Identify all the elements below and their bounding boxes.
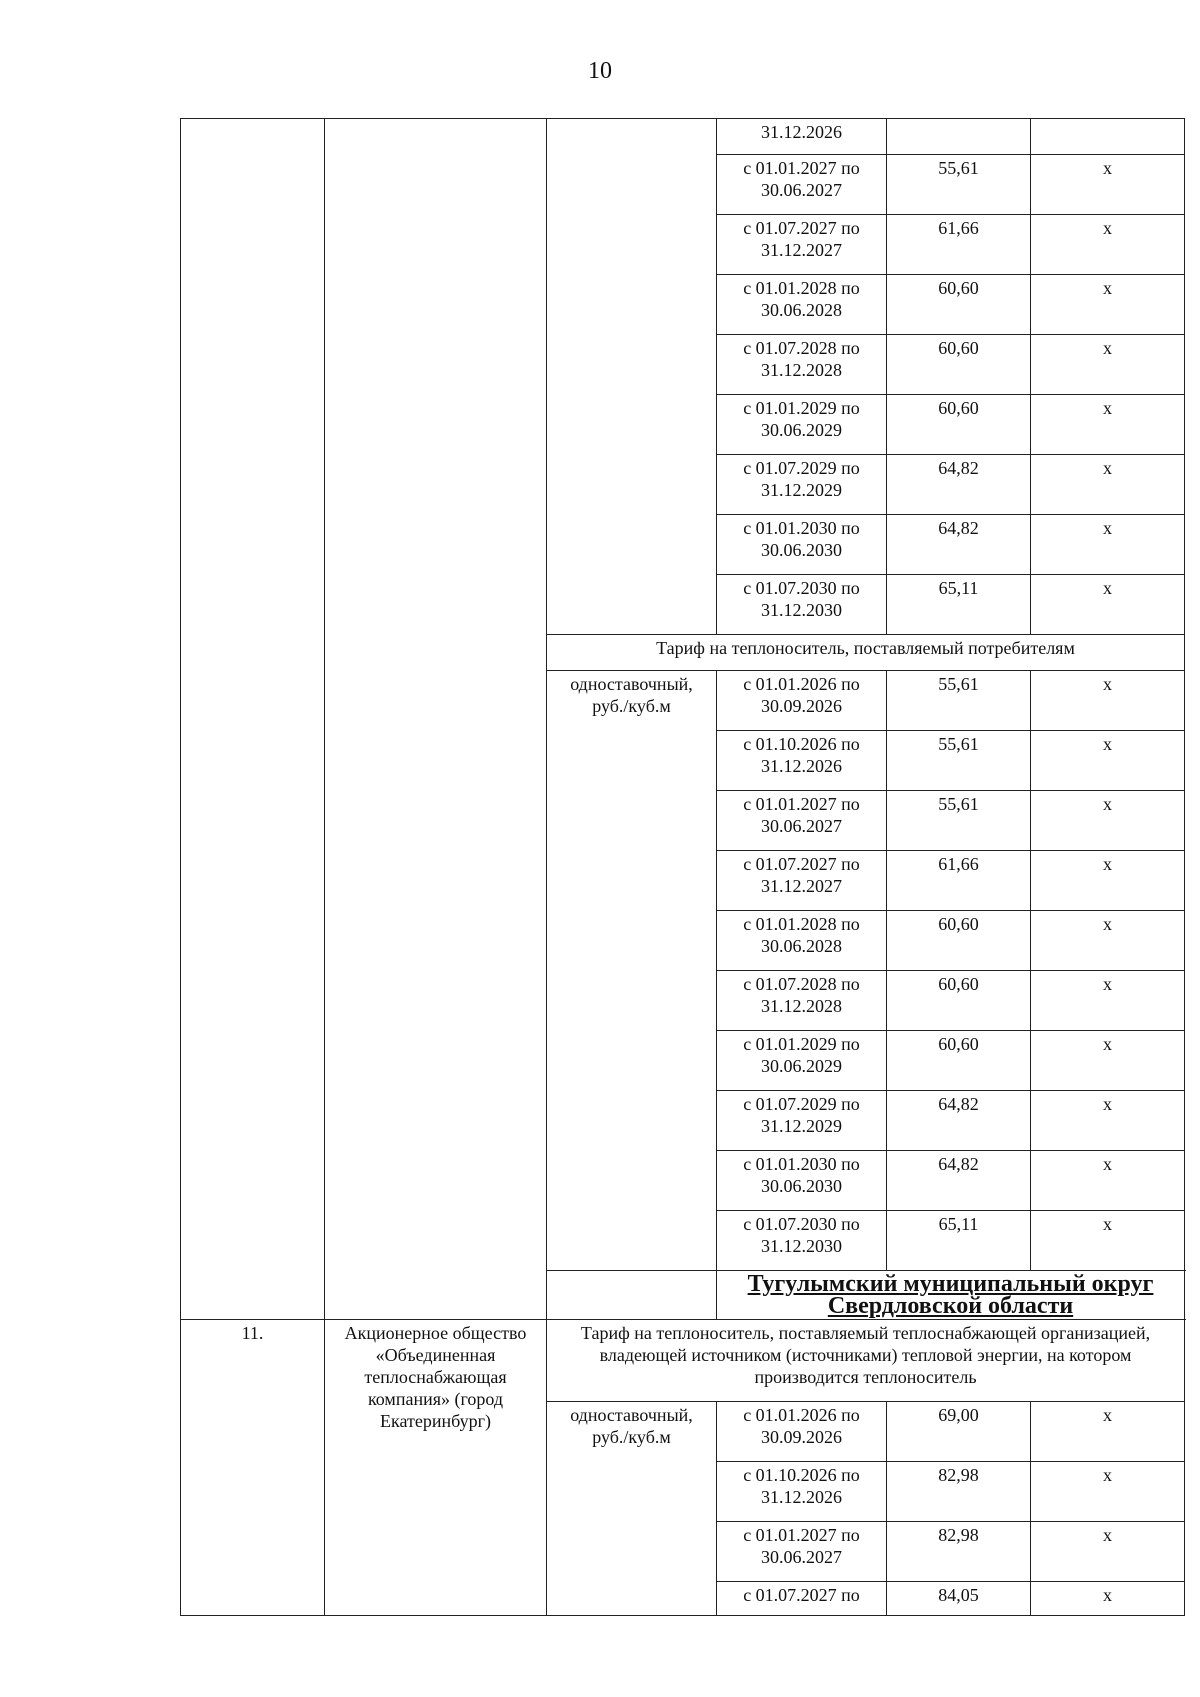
tariff-value-cell: 55,61 [887, 671, 1031, 731]
tariff-value-cell: 60,60 [887, 971, 1031, 1031]
period-cell: с 01.01.2029 по 30.06.2029 [717, 1031, 887, 1091]
number-cell-continued [181, 119, 325, 1320]
tariff-table [180, 118, 1185, 1616]
tariff-value-cell: 64,82 [887, 1151, 1031, 1211]
tariff-value-cell: 84,05 [887, 1582, 1031, 1616]
rate-type-cell-continued [547, 119, 717, 635]
organization-cell-continued [325, 119, 547, 1320]
tariff-value-cell: 61,66 [887, 851, 1031, 911]
tariff-value-cell: 60,60 [887, 395, 1031, 455]
period-cell: с 01.07.2027 по [717, 1582, 887, 1616]
period-cell: с 01.01.2029 по 30.06.2029 [717, 395, 887, 455]
tariff-value-cell: 65,11 [887, 575, 1031, 635]
mark-cell: х [1031, 671, 1185, 731]
mark-cell: х [1031, 275, 1185, 335]
tariff-value-cell: 55,61 [887, 791, 1031, 851]
table-row [181, 119, 1185, 155]
tariff-value-cell: 55,61 [887, 731, 1031, 791]
tariff-value-cell: 60,60 [887, 275, 1031, 335]
mark-cell: х [1031, 1582, 1185, 1616]
region-number-cell [547, 1271, 717, 1320]
tariff-value-cell: 55,61 [887, 155, 1031, 215]
period-cell: с 01.01.2027 по 30.06.2027 [717, 1522, 887, 1582]
period-cell: с 01.10.2026 по 31.12.2026 [717, 1462, 887, 1522]
table-row [181, 1320, 1185, 1402]
mark-cell: х [1031, 455, 1185, 515]
mark-cell: х [1031, 515, 1185, 575]
period-cell: с 01.10.2026 по 31.12.2026 [717, 731, 887, 791]
tariff-value-cell: 64,82 [887, 1091, 1031, 1151]
tariff-value-cell: 60,60 [887, 335, 1031, 395]
mark-cell: х [1031, 1402, 1185, 1462]
tariff-heading: Тариф на теплоноситель, поставляемый потребителям [547, 635, 1185, 671]
mark-cell: х [1031, 911, 1185, 971]
tariff-value-cell: 64,82 [887, 515, 1031, 575]
period-cell: с 01.07.2030 по 31.12.2030 [717, 1211, 887, 1271]
period-cell: с 01.07.2027 по 31.12.2027 [717, 851, 887, 911]
mark-cell: х [1031, 851, 1185, 911]
period-cell: с 01.07.2027 по 31.12.2027 [717, 215, 887, 275]
period-cell: с 01.07.2028 по 31.12.2028 [717, 971, 887, 1031]
mark-cell: х [1031, 1522, 1185, 1582]
mark-cell: х [1031, 335, 1185, 395]
period-cell: 31.12.2026 [717, 119, 887, 155]
mark-cell: х [1031, 731, 1185, 791]
mark-cell: х [1031, 155, 1185, 215]
mark-cell: х [1031, 1091, 1185, 1151]
period-cell: с 01.01.2026 по 30.09.2026 [717, 671, 887, 731]
mark-cell: х [1031, 971, 1185, 1031]
rate-type-cell: одноставочный, руб./куб.м [547, 1402, 717, 1616]
tariff-heading: Тариф на теплоноситель, поставляемый теплоснабжающей организацией, владеющей источником (источниками) тепловой энергии, на котором производится теплоноситель [547, 1320, 1185, 1402]
mark-cell: х [1031, 575, 1185, 635]
period-cell: с 01.07.2029 по 31.12.2029 [717, 1091, 887, 1151]
page-number: 10 [588, 58, 612, 84]
period-cell: с 01.07.2030 по 31.12.2030 [717, 575, 887, 635]
period-cell: с 01.01.2028 по 30.06.2028 [717, 275, 887, 335]
mark-cell: х [1031, 1211, 1185, 1271]
period-cell: с 01.01.2030 по 30.06.2030 [717, 1151, 887, 1211]
tariff-value-cell: 69,00 [887, 1402, 1031, 1462]
mark-cell: х [1031, 395, 1185, 455]
mark-cell: х [1031, 791, 1185, 851]
rate-type-cell: одноставочный, руб./куб.м [547, 671, 717, 1271]
mark-cell [1031, 119, 1185, 155]
item-number: 11. [181, 1320, 325, 1616]
tariff-value-cell: 82,98 [887, 1462, 1031, 1522]
tariff-value-cell: 65,11 [887, 1211, 1031, 1271]
tariff-value-cell: 64,82 [887, 455, 1031, 515]
mark-cell: х [1031, 1151, 1185, 1211]
tariff-value-cell: 61,66 [887, 215, 1031, 275]
period-cell: с 01.07.2028 по 31.12.2028 [717, 335, 887, 395]
period-cell: с 01.01.2028 по 30.06.2028 [717, 911, 887, 971]
mark-cell: х [1031, 215, 1185, 275]
region-title: Тугулымский муниципальный округ Свердловской области [717, 1271, 1185, 1320]
period-cell: с 01.07.2029 по 31.12.2029 [717, 455, 887, 515]
mark-cell: х [1031, 1462, 1185, 1522]
organization-name: Акционерное общество «Объединенная теплоснабжающая компания» (город Екатеринбург) [325, 1320, 547, 1616]
tariff-value-cell [887, 119, 1031, 155]
tariff-value-cell: 60,60 [887, 911, 1031, 971]
tariff-value-cell: 60,60 [887, 1031, 1031, 1091]
period-cell: с 01.01.2026 по 30.09.2026 [717, 1402, 887, 1462]
period-cell: с 01.01.2030 по 30.06.2030 [717, 515, 887, 575]
period-cell: с 01.01.2027 по 30.06.2027 [717, 155, 887, 215]
period-cell: с 01.01.2027 по 30.06.2027 [717, 791, 887, 851]
mark-cell: х [1031, 1031, 1185, 1091]
tariff-value-cell: 82,98 [887, 1522, 1031, 1582]
